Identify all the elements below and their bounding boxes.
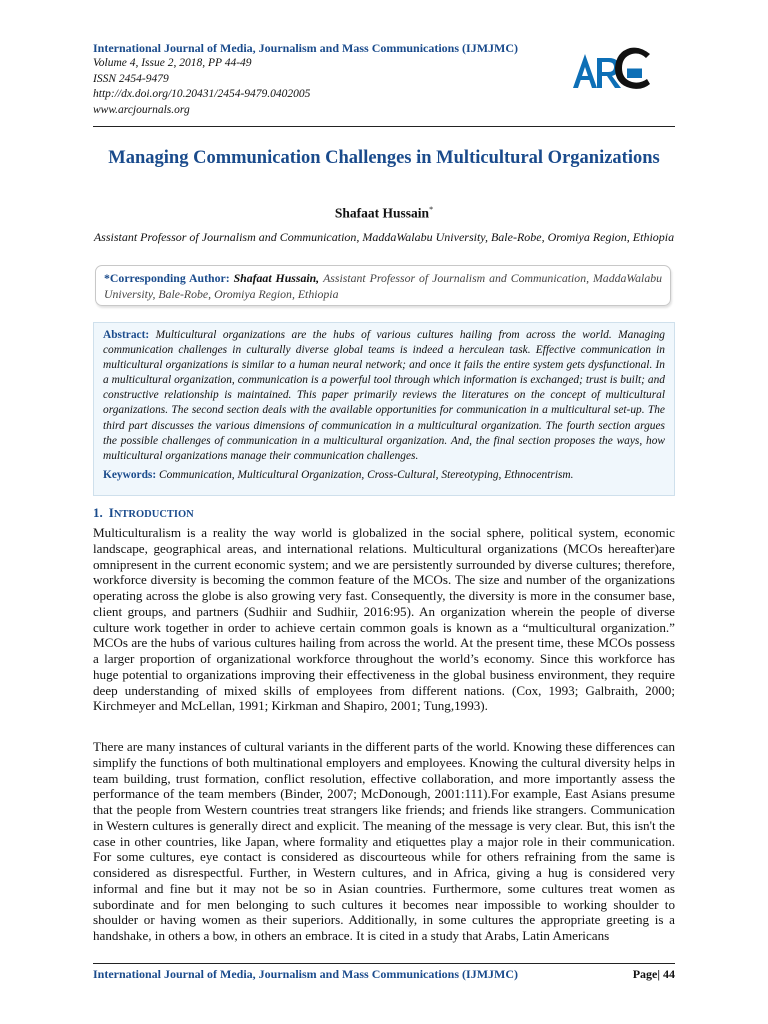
doi-link[interactable]: http://dx.doi.org/10.20431/2454-9479.0402005 <box>93 88 311 100</box>
journal-name: International Journal of Media, Journalism and Mass Communications (IJMJMC) <box>93 41 519 55</box>
page-number: Page| 44 <box>632 967 675 981</box>
corresponding-author-box <box>95 265 671 306</box>
body-paragraph-1: Multiculturalism is a reality the way world is globalized in the social sphere, political system, economic landscape, geographical areas, and international relations. Multicultural organizations (MCOs hereafter)are omnipresent in the current economic system; and we are persistently surrounded by diverse cultures; therefore, workforce diversity is becoming the common feature of the MCOs. The size and number of the organizations operating across the globe is also growing very fast. Consequently, the diversity is more in the consumer base, client groups, and partners (Sudhiir and Sudhiir, 2016:95). An organization wherein the people of diverse culture work together in order to achieve certain common goals is known as a “multicultural organization.” MCOs are the hubs of various cultures hailing from across the world. At the present time, these MCOs possess a larger proportion of organizational workforce throughout the world’s economy. Since this workforce has huge potential to organizations improving their effectiveness in the global business environment, they require deep understanding of mixed skills of employees from different nations. (Cox, 1993; Galbraith, 2000; Kirchmeyer and McLellan, 1991; Kirkman and Shapiro, 2001; Tung,1993). <box>93 525 675 714</box>
abstract-box <box>93 322 675 496</box>
keywords-line <box>103 468 665 483</box>
keywords-text: Communication, Multicultural Organization, Cross-Cultural, Stereotyping, Ethnocentrism. <box>159 468 574 481</box>
section-heading-introduction <box>93 505 194 521</box>
keywords-label: Keywords: <box>103 468 157 481</box>
body-paragraph-2: There are many instances of cultural variants in the different parts of the world. Knowing these differences can simplify the functions of both multinational employers and employees. Knowing the cultural diversity helps in team building, trust formation, conflict resolution, effective collaboration, and more importantly assess the performance of the team members (Binder, 2007; McDonough, 2001:111).For example, East Asians presume that the people from Western countries treat strangers like friends; and friends like strangers. Communication in Western cultures is generally direct and explicit. The meaning of the message is very clear. But, this isn't the case in other countries, like Japan, where formality and etiquettes play a major role in their communication. For some cultures, eye contact is considered as discourteous while for others refraining from the same is considered as disrespectful. Further, in Western cultures, and in Africa, giving a hug is considered very informal and fine but it may not be so in Asian countries. Furthermore, some cultures treat women as subordinate and for men belonging to such cultures it becomes near impossible to working shoulder to shoulder or having women as their superiors. Additionally, in some cultures the appropriate greeting is a handshake, in others a bow, in others an embrace. It is cited in a study that Arabs, Latin Americans <box>93 739 675 943</box>
issn: ISSN 2454-9479 <box>93 72 169 85</box>
volume-info: Volume 4, Issue 2, 2018, PP 44-49 <box>93 57 252 69</box>
abstract-label: Abstract: <box>103 329 150 341</box>
footer-divider <box>93 963 675 964</box>
author-line <box>93 205 675 222</box>
abstract-text: Multicultural organizations are the hubs of various cultures hailing from across the world. Managing communication challenges in culturally diverse global teams is indeed a herculean task. Effective communication in multicultural organizations is similar to a human neural network; and once it fails the entire system gets dysfunctional. In a multicultural organization, communication is a powerful tool through which information is exchanged; trust is built; and constructive relationship is maintained. This paper primarily reviews the literatures on the concept of multicultural organizations. The second section deals with the available opportunities for communication in a multicultural set-up. The third part discusses the various dimensions of communication in a multicultural organization. The fourth section argues the possible challenges of communication in a multicultural organization. And, the final section proposes the ways, how multicultural organizations manage their communication challenges. <box>103 329 665 462</box>
footer-journal-name: International Journal of Media, Journalism and Mass Communications (IJMJMC) <box>93 967 519 981</box>
corresponding-label: *Corresponding Author: <box>104 271 230 285</box>
author-name: Shafaat Hussain <box>334 205 430 221</box>
author-affiliation: Assistant Professor of Journalism and Communication, MaddaWalabu University, Bale-Robe, Oromiya Region, Ethiopia <box>93 230 675 244</box>
author-mark: * <box>429 205 434 214</box>
abstract-paragraph <box>103 328 665 464</box>
corresponding-details: Assistant Professor of Journalism and Communication, MaddaWalabu University, Bale-Robe, Oromiya Region, Ethiopia <box>104 271 663 301</box>
journal-header <box>93 41 593 118</box>
corresponding-name: Shafaat Hussain, <box>233 271 320 285</box>
section-number: 1. <box>93 505 103 520</box>
paper-title: Managing Communication Challenges in Multicultural Organizations <box>108 148 660 168</box>
website-link[interactable]: www.arcjournals.org <box>93 103 190 116</box>
header-divider <box>93 126 675 127</box>
section-title-initial: I <box>108 505 114 520</box>
arc-logo <box>568 44 652 92</box>
section-title-rest: NTRODUCTION <box>113 509 194 520</box>
